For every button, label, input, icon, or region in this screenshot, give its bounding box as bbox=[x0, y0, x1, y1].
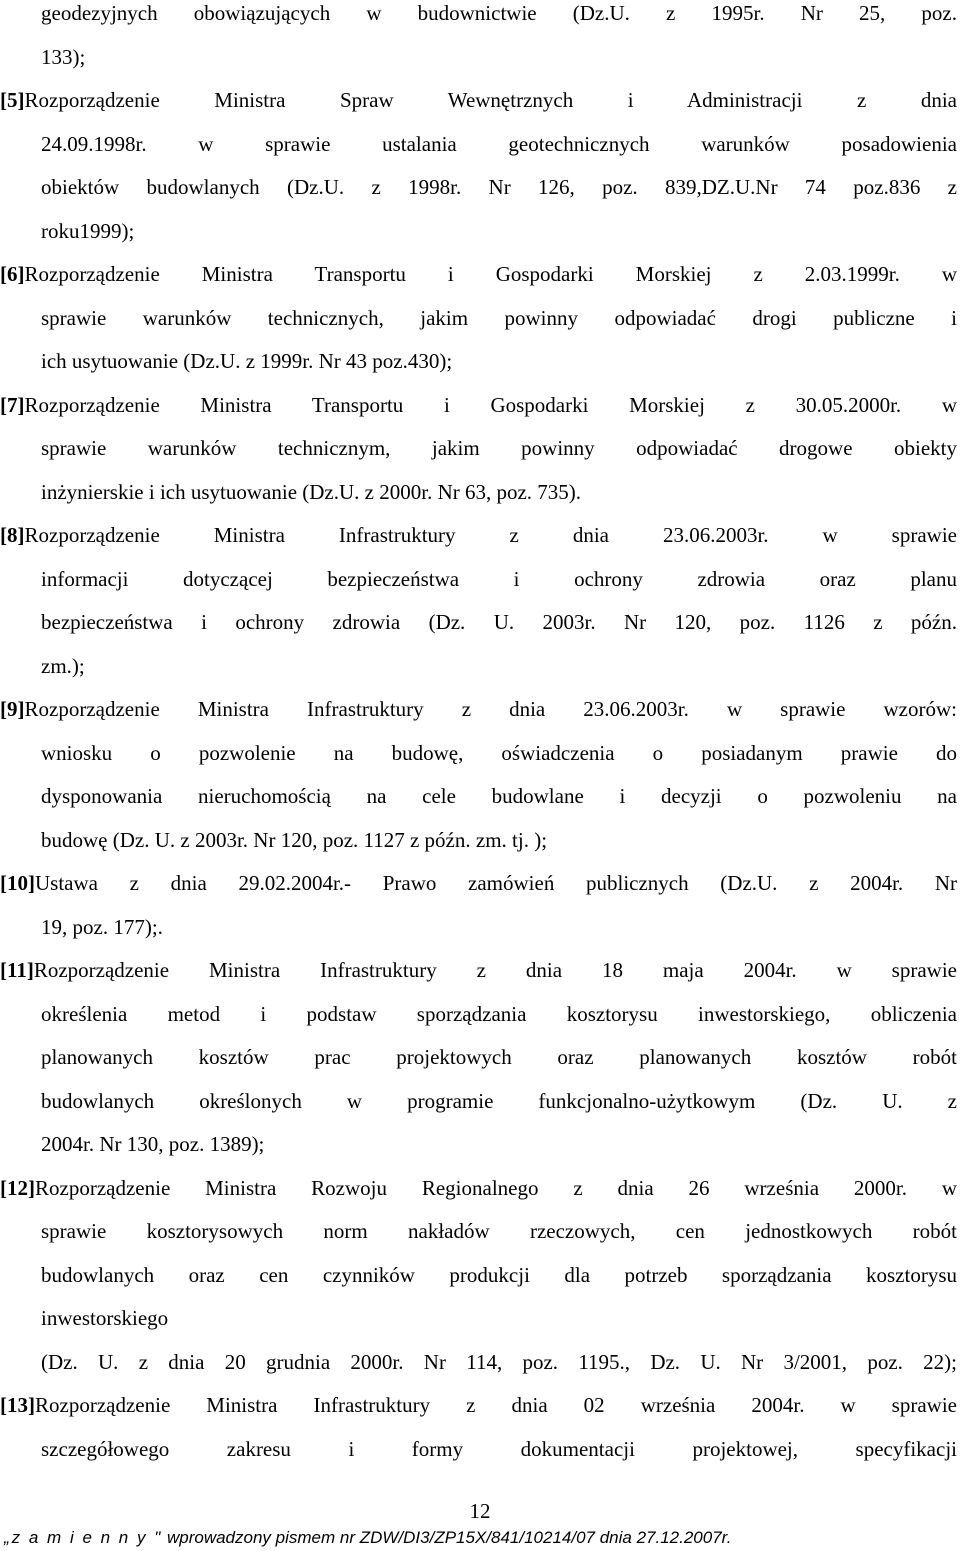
text-line bbox=[41, 1044, 957, 1070]
text-line bbox=[41, 44, 957, 70]
text-line bbox=[41, 783, 957, 809]
line-text: obiektów budowlanych (Dz.U. z 1998r. Nr 126, poz. 839,DZ.U.Nr 74 poz.836 z bbox=[41, 175, 957, 199]
reference-number: [8] bbox=[0, 523, 25, 547]
line-text: Rozporządzenie Ministra Infrastruktury z dnia 23.06.2003r. w sprawie wzorów: bbox=[24, 697, 957, 721]
footer-note: wprowadzony pismem nr ZDW/DI3/ZP15X/841/10214/07 dnia 27.12.2007r. bbox=[162, 1528, 732, 1547]
line-text: roku1999); bbox=[41, 219, 135, 243]
line-text: wniosku o pozwolenie na budowę, oświadczenia o posiadanym prawie do bbox=[41, 741, 957, 765]
line-text: informacji dotyczącej bezpieczeństwa i ochrony zdrowia oraz planu bbox=[41, 567, 957, 591]
line-text: Rozporządzenie Ministra Transportu i Gospodarki Morskiej z 30.05.2000r. w bbox=[24, 393, 957, 417]
reference-entry-start bbox=[0, 522, 957, 548]
text-line bbox=[41, 1305, 957, 1331]
reference-entry-start bbox=[0, 1392, 957, 1418]
reference-entry-start bbox=[0, 392, 957, 418]
line-text: sprawie warunków technicznych, jakim powinny odpowiadać drogi publiczne i bbox=[41, 306, 957, 330]
text-line bbox=[41, 1088, 957, 1114]
text-line bbox=[41, 1001, 957, 1027]
line-text: Rozporządzenie Ministra Infrastruktury z dnia 18 maja 2004r. w sprawie bbox=[33, 958, 957, 982]
text-line bbox=[41, 566, 957, 592]
reference-number: [10] bbox=[0, 871, 35, 895]
line-text: budowlanych oraz cen czynników produkcji dla potrzeb sporządzania kosztorysu bbox=[41, 1263, 957, 1287]
text-line bbox=[41, 914, 957, 940]
reference-number: [11] bbox=[0, 958, 34, 982]
line-text: Rozporządzenie Ministra Spraw Wewnętrznych i Administracji z dnia bbox=[24, 88, 957, 112]
page-number: 12 bbox=[469, 1499, 491, 1523]
text-line bbox=[41, 218, 957, 244]
text-line bbox=[41, 131, 957, 157]
reference-entry-start bbox=[0, 696, 957, 722]
text-line bbox=[41, 0, 957, 26]
line-text: 24.09.1998r. w sprawie ustalania geotechnicznych warunków posadowienia bbox=[41, 132, 957, 156]
reference-number: [5] bbox=[0, 88, 25, 112]
text-line bbox=[41, 609, 957, 635]
line-text: określenia metod i podstaw sporządzania kosztorysu inwestorskiego, obliczenia bbox=[41, 1002, 957, 1026]
reference-number: [13] bbox=[0, 1393, 35, 1417]
text-line bbox=[41, 348, 957, 374]
line-text: szczegółowego zakresu i formy dokumentacji projektowej, specyfikacji bbox=[41, 1437, 957, 1461]
line-text: sprawie warunków technicznym, jakim powinny odpowiadać drogowe obiekty bbox=[41, 436, 957, 460]
text-line bbox=[41, 653, 957, 679]
reference-number: [7] bbox=[0, 393, 25, 417]
text-line bbox=[41, 305, 957, 331]
line-text: planowanych kosztów prac projektowych oraz planowanych kosztów robót bbox=[41, 1045, 957, 1069]
line-text: budowlanych określonych w programie funkcjonalno-użytkowym (Dz. U. z bbox=[41, 1089, 957, 1113]
line-text: Rozporządzenie Ministra Infrastruktury z dnia 02 września 2004r. w sprawie bbox=[35, 1393, 957, 1417]
text-line bbox=[41, 1436, 957, 1462]
line-text: 2004r. Nr 130, poz. 1389); bbox=[41, 1132, 265, 1156]
reference-entry-start bbox=[0, 87, 957, 113]
text-line bbox=[41, 740, 957, 766]
reference-number: [12] bbox=[0, 1176, 35, 1200]
line-text: geodezyjnych obowiązujących w budownictwie (Dz.U. z 1995r. Nr 25, poz. bbox=[41, 1, 957, 25]
line-text: Rozporządzenie Ministra Rozwoju Regionalnego z dnia 26 września 2000r. w bbox=[35, 1176, 957, 1200]
document-footer bbox=[4, 1527, 960, 1549]
line-text: Rozporządzenie Ministra Infrastruktury z dnia 23.06.2003r. w sprawie bbox=[24, 523, 957, 547]
line-text: Rozporządzenie Ministra Transportu i Gospodarki Morskiej z 2.03.1999r. w bbox=[24, 262, 957, 286]
line-text: Ustawa z dnia 29.02.2004r.- Prawo zamówień publicznych (Dz.U. z 2004r. Nr bbox=[35, 871, 957, 895]
line-text: 133); bbox=[41, 45, 86, 69]
line-text: zm.); bbox=[41, 654, 85, 678]
line-text: 19, poz. 177);. bbox=[41, 915, 163, 939]
reference-entry-start bbox=[0, 870, 957, 896]
line-text: budowę (Dz. U. z 2003r. Nr 120, poz. 1127 z późn. zm. tj. ); bbox=[41, 828, 548, 852]
line-text: inwestorskiego bbox=[41, 1306, 169, 1330]
text-line bbox=[41, 479, 957, 505]
text-line bbox=[41, 827, 957, 853]
reference-entry-start bbox=[0, 261, 957, 287]
line-text: sprawie kosztorysowych norm nakładów rzeczowych, cen jednostkowych robót bbox=[41, 1219, 957, 1243]
text-line bbox=[41, 1262, 957, 1288]
reference-entry-start bbox=[0, 957, 957, 983]
text-line bbox=[41, 174, 957, 200]
reference-number: [9] bbox=[0, 697, 25, 721]
line-text: bezpieczeństwa i ochrony zdrowia (Dz. U. 2003r. Nr 120, poz. 1126 z późn. bbox=[41, 610, 957, 634]
text-line bbox=[41, 1218, 957, 1244]
line-text: ich usytuowanie (Dz.U. z 1999r. Nr 43 poz.430); bbox=[41, 349, 453, 373]
reference-entry-start bbox=[0, 1175, 957, 1201]
reference-number: [6] bbox=[0, 262, 25, 286]
line-text: inżynierskie i ich usytuowanie (Dz.U. z 2000r. Nr 63, poz. 735). bbox=[41, 480, 582, 504]
line-text: (Dz. U. z dnia 20 grudnia 2000r. Nr 114, poz. 1195., Dz. U. Nr 3/2001, poz. 22); bbox=[41, 1350, 957, 1374]
text-line bbox=[41, 1349, 957, 1375]
text-line bbox=[41, 1131, 957, 1157]
text-line bbox=[41, 435, 957, 461]
line-text: dysponowania nieruchomością na cele budowlane i decyzji o pozwoleniu na bbox=[41, 784, 957, 808]
footer-status: „z a m i e n n y " bbox=[4, 1528, 163, 1547]
